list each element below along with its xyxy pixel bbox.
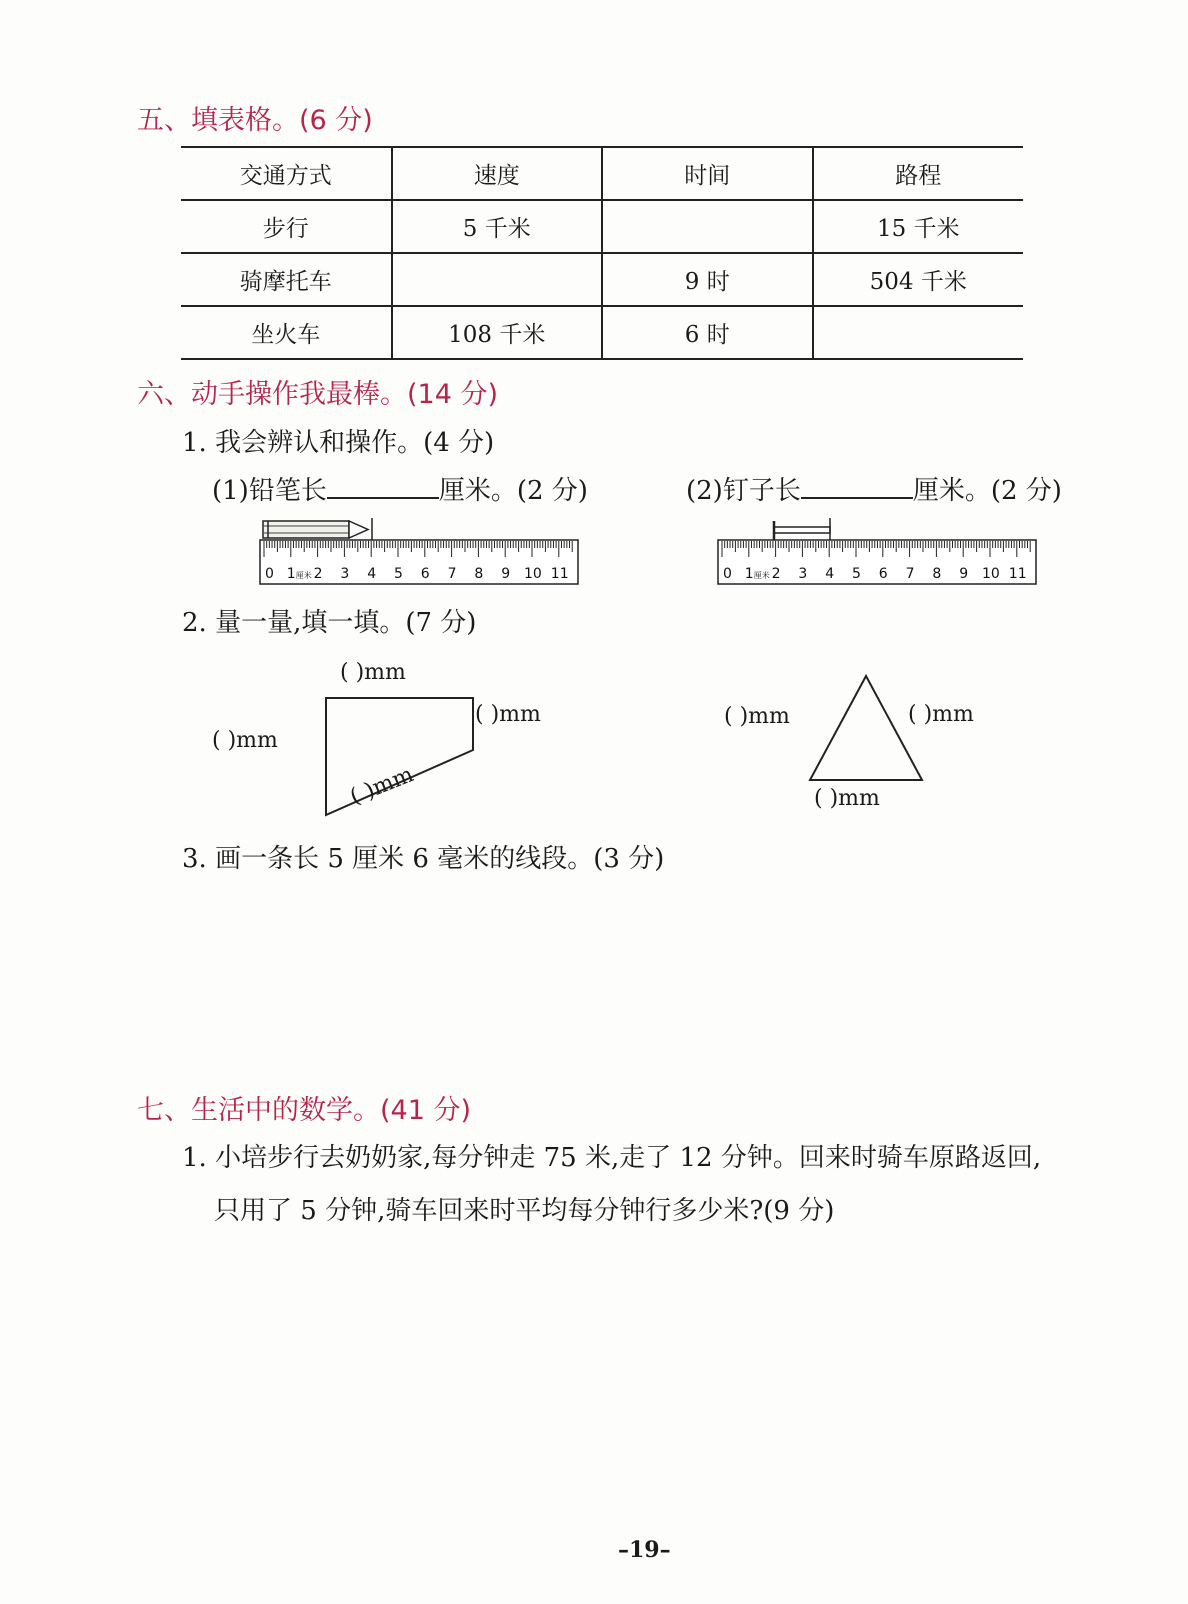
ruler-number: 1 [744,566,754,582]
ruler-number: 1 [286,566,296,582]
ruler-number: 2 [771,566,781,582]
ruler-number: 11 [1008,566,1027,582]
question-7-1-line1: 1. 小培步行去奶奶家,每分钟走 75 米,走了 12 分钟。回来时骑车原路返回, [182,1143,1042,1173]
question-7-1-line2: 只用了 5 分钟,骑车回来时平均每分钟行多少米?(9 分) [214,1196,835,1226]
question-6-3: 3. 画一条长 5 厘米 6 毫米的线段。(3 分) [182,844,665,874]
table-cell-blank[interactable] [392,253,603,306]
trapezoid-shape [318,690,478,820]
table-cell: 5 千米 [392,200,603,253]
ruler-number: 6 [878,566,888,582]
q1b-prefix: (2)钉子长 [686,476,801,506]
pencil-length-blank[interactable] [327,475,439,499]
ruler-unit-label: 厘米 [753,571,770,580]
table-row [181,200,1023,253]
question-6-1b [686,470,1062,507]
ruler-number: 8 [474,566,484,582]
ruler-number: 7 [905,566,915,582]
triangle-left-mm[interactable]: ( )mm [724,704,790,729]
trapezoid-bottom-mm[interactable]: ( )mm [346,762,418,810]
section-5-title: 五、填表格。(6 分) [137,105,373,136]
table-cell-blank[interactable] [602,200,813,253]
ruler-number: 8 [932,566,942,582]
triangle-right-mm[interactable]: ( )mm [908,702,974,727]
table-cell: 骑摩托车 [181,253,392,306]
table-cell: 504 千米 [813,253,1024,306]
ruler-number: 4 [825,566,835,582]
table-cell: 9 时 [602,253,813,306]
q1a-suffix: 厘米。(2 分) [438,476,588,506]
ruler-number: 3 [798,566,808,582]
ruler-number: 5 [852,566,861,582]
ruler-number: 9 [959,566,969,582]
ruler-number: 10 [524,566,542,582]
ruler-number: 10 [982,566,1000,582]
drawing-area[interactable] [182,885,1062,1075]
ruler-with-pencil [258,518,588,594]
table-cell: 6 时 [602,306,813,359]
section-6-title: 六、动手操作我最棒。(14 分) [137,379,499,410]
ruler-number: 3 [340,566,350,582]
question-6-1a [212,470,588,507]
table-cell: 15 千米 [813,200,1024,253]
transport-table [181,146,1023,360]
ruler-number: 6 [420,566,430,582]
table-cell: 步行 [181,200,392,253]
triangle-bottom-mm[interactable]: ( )mm [814,786,880,811]
question-6-2: 2. 量一量,填一填。(7 分) [182,608,477,638]
trapezoid-right-mm[interactable]: ( )mm [475,702,541,727]
table-header-row [181,147,1023,200]
ruler-number: 0 [723,566,732,582]
triangle-shape [804,672,928,784]
table-cell-blank[interactable] [813,306,1024,359]
question-6-1: 1. 我会辨认和操作。(4 分) [182,428,495,458]
header-cell: 交通方式 [181,147,392,200]
header-cell: 时间 [602,147,813,200]
q1b-suffix: 厘米。(2 分) [912,476,1062,506]
header-cell: 路程 [813,147,1024,200]
table-row [181,253,1023,306]
ruler-number: 11 [550,566,569,582]
ruler-number: 7 [447,566,457,582]
section-7-title: 七、生活中的数学。(41 分) [137,1095,472,1126]
pencil-icon [263,518,372,540]
table-cell: 108 千米 [392,306,603,359]
ruler-number: 5 [394,566,403,582]
table-row [181,306,1023,359]
ruler-with-nail [716,518,1046,594]
trapezoid-top-mm[interactable]: ( )mm [340,660,406,685]
ruler-number: 0 [265,566,274,582]
ruler-number: 9 [501,566,511,582]
ruler-number: 4 [367,566,377,582]
ruler-unit-label: 厘米 [295,571,312,580]
table-cell: 坐火车 [181,306,392,359]
nail-icon [774,518,830,540]
ruler-number: 2 [313,566,323,582]
trapezoid-left-mm[interactable]: ( )mm [212,728,278,753]
answer-area[interactable] [182,1245,1062,1485]
header-cell: 速度 [392,147,603,200]
q1a-prefix: (1)铅笔长 [212,476,327,506]
page-number: –19– [618,1537,671,1563]
nail-length-blank[interactable] [801,475,913,499]
